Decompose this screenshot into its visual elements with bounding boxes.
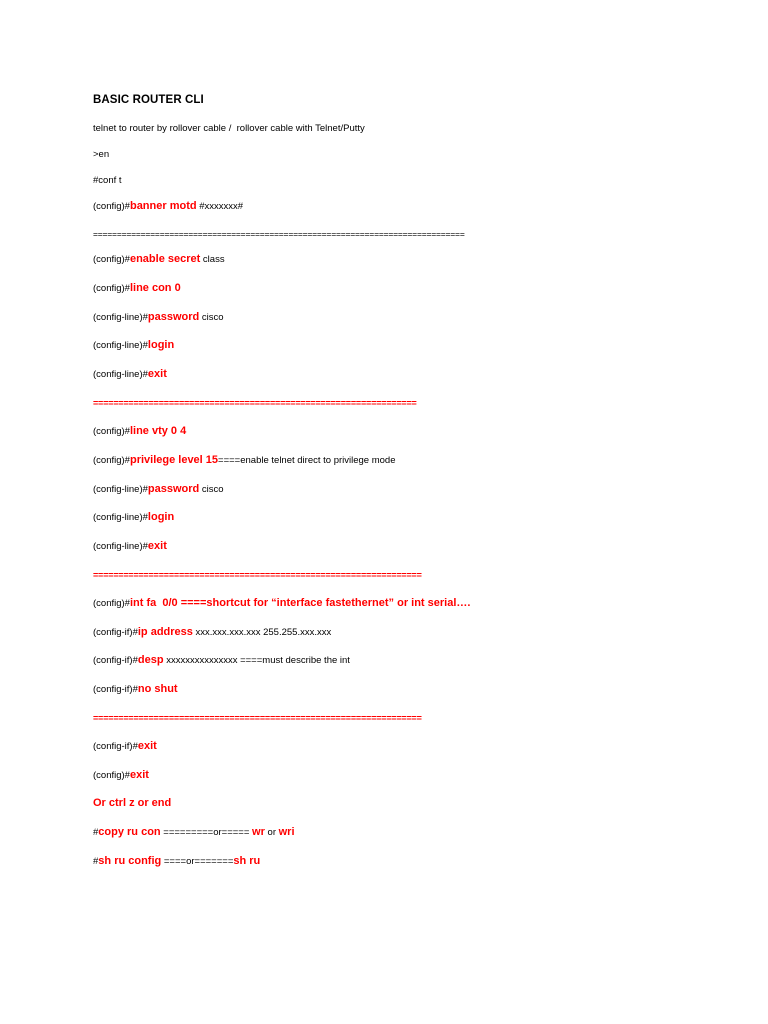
command-text: sh ru config <box>98 855 162 867</box>
text-line <box>93 369 167 380</box>
prompt-text: class <box>200 254 225 265</box>
command-text: enable secret <box>129 253 201 265</box>
command-text: no shut <box>137 683 178 695</box>
prompt-text: (config)# <box>93 254 130 265</box>
command-text: int fa 0/0 ====shortcut for “interface fastethernet” or int serial…. <box>129 597 471 609</box>
command-text: ip address <box>137 626 193 638</box>
prompt-text: cisco <box>199 484 224 495</box>
command-text: exit <box>147 540 167 552</box>
text-line <box>93 124 365 134</box>
text-line <box>93 627 331 638</box>
prompt-text: (config)# <box>93 283 130 294</box>
separator-line: ============================================================================== <box>93 230 465 239</box>
prompt-text: xxxxxxxxxxxxxxx ====must describe the int <box>163 655 350 666</box>
prompt-text: (config)# <box>93 598 130 609</box>
prompt-text: # <box>93 856 99 867</box>
separator-line: ================================================================ <box>93 399 417 408</box>
command-text: privilege level 15 <box>129 454 219 466</box>
separator-line: ================================================================= <box>93 571 422 580</box>
prompt-text: >en <box>93 149 110 160</box>
command-text: exit <box>147 368 167 380</box>
command-text: Or ctrl z or end <box>93 797 172 809</box>
text-line <box>93 512 174 523</box>
prompt-text: (config-line)# <box>93 340 148 351</box>
command-text: desp <box>137 654 164 666</box>
text-line <box>93 254 225 265</box>
prompt-text: (config-line)# <box>93 512 148 523</box>
command-text: login <box>147 339 175 351</box>
text-line <box>93 684 178 695</box>
text-line <box>93 541 167 552</box>
prompt-text: (config-if)# <box>93 741 138 752</box>
text-line <box>93 150 109 160</box>
text-line <box>93 201 243 212</box>
prompt-text: ====enable telnet direct to privilege mode <box>218 455 396 466</box>
text-line <box>93 484 224 495</box>
command-text: login <box>147 511 175 523</box>
prompt-text: (config-if)# <box>93 684 138 695</box>
prompt-text: (config)# <box>93 770 130 781</box>
command-text: exit <box>129 769 149 781</box>
command-text: exit <box>137 740 157 752</box>
command-text: copy ru con <box>98 826 161 838</box>
command-text: sh ru <box>233 855 261 867</box>
command-text: line vty 0 4 <box>129 425 187 437</box>
command-text: password <box>147 311 200 323</box>
text-line <box>93 426 186 437</box>
text-line <box>93 798 171 809</box>
prompt-text: xxx.xxx.xxx.xxx 255.255.xxx.xxx <box>192 627 332 638</box>
text-line <box>93 312 224 323</box>
prompt-text: or <box>264 827 279 838</box>
prompt-text: #conf t <box>93 175 122 186</box>
prompt-text: cisco <box>199 312 224 323</box>
prompt-text: (config-if)# <box>93 627 138 638</box>
text-line <box>93 455 395 466</box>
prompt-text: =========or===== <box>160 827 253 838</box>
prompt-text: (config)# <box>93 426 130 437</box>
prompt-text: #xxxxxxx# <box>196 201 244 212</box>
page-title: BASIC ROUTER CLI <box>93 94 204 106</box>
separator-line: ================================================================= <box>93 714 422 723</box>
text-line <box>93 741 157 752</box>
text-line <box>93 770 149 781</box>
prompt-text: # <box>93 827 99 838</box>
prompt-text: (config-line)# <box>93 484 148 495</box>
prompt-text: (config-if)# <box>93 655 138 666</box>
command-text: banner motd <box>129 200 197 212</box>
text-line <box>93 340 174 351</box>
text-line <box>93 655 350 666</box>
command-text: wri <box>278 826 295 838</box>
prompt-text: (config)# <box>93 455 130 466</box>
text-line <box>93 598 470 609</box>
text-line <box>93 827 295 838</box>
command-text: password <box>147 483 200 495</box>
command-text: line con 0 <box>129 282 181 294</box>
prompt-text: (config-line)# <box>93 312 148 323</box>
command-text: wr <box>252 826 265 838</box>
text-line <box>93 176 122 186</box>
prompt-text: (config-line)# <box>93 541 148 552</box>
text-line <box>93 856 260 867</box>
text-line <box>93 283 181 294</box>
prompt-text: ====or======= <box>161 856 234 867</box>
prompt-text: (config)# <box>93 201 130 212</box>
prompt-text: telnet to router by rollover cable / rollover cable with Telnet/Putty <box>93 123 365 134</box>
prompt-text: (config-line)# <box>93 369 148 380</box>
